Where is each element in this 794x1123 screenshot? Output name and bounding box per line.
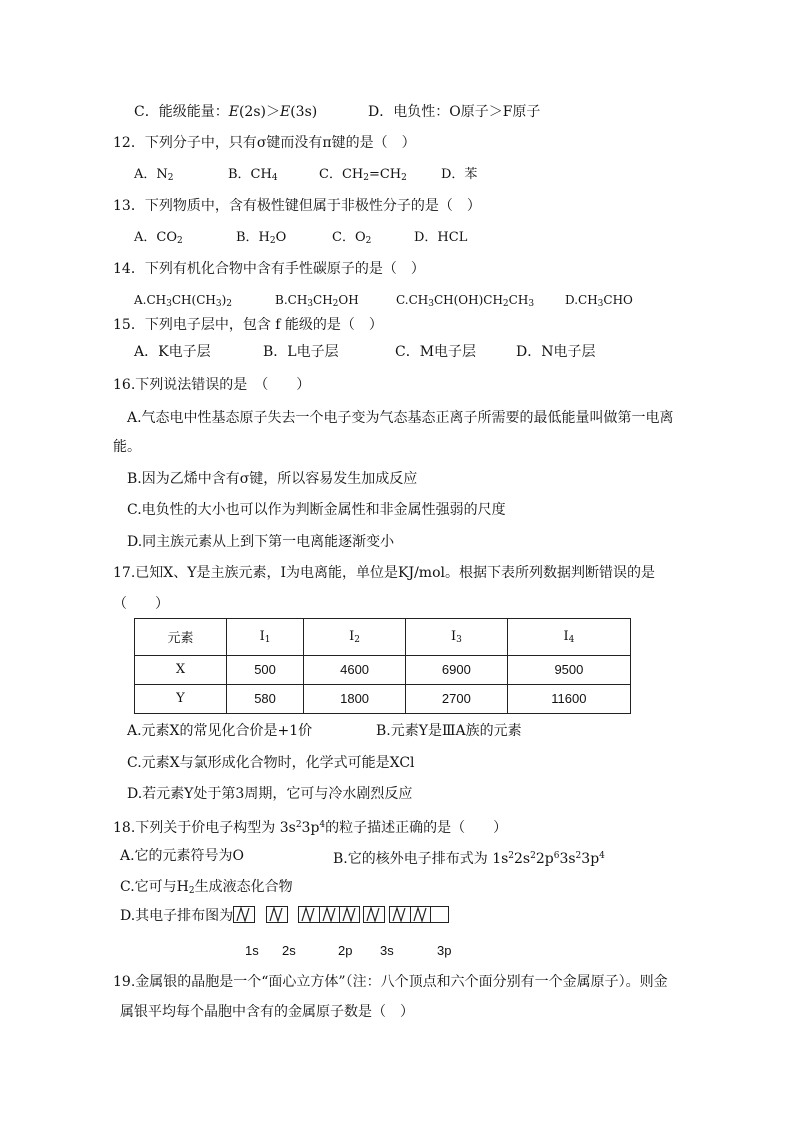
- orbital-1s: [233, 906, 255, 923]
- q12-option-d: D．苯: [441, 167, 478, 182]
- orbital-diagram: [233, 906, 449, 923]
- up-down-arrow-icon: [299, 907, 319, 922]
- up-down-arrow-icon: [267, 907, 287, 922]
- q14-option-a: $A.CH_3CH(CH_3)_2$: [134, 293, 233, 309]
- table-header-element: 元素: [135, 619, 227, 656]
- table-row: [135, 684, 631, 713]
- q19-line1: 19.金属银的晶胞是一个“面心立方体”（注：八个顶点和六个面分别有一个金属原子）。则金: [113, 974, 668, 990]
- orbital-2p: [298, 906, 360, 923]
- ionization-energy-table: [134, 618, 631, 714]
- q13-option-d: D．HCL: [414, 230, 468, 245]
- q17-stem-bracket: （ ）: [113, 596, 169, 612]
- up-down-arrow-icon: [410, 907, 431, 922]
- q15-option-a: A．K电子层: [134, 344, 211, 360]
- q16-option-a-line2: 能。: [113, 439, 141, 455]
- q18-option-d: D.其电子排布图为: [120, 908, 234, 924]
- table-header-row: [135, 619, 631, 656]
- table-header-i1: $I_1$: [226, 619, 303, 656]
- q12-option-c: C．$CH_2=CH_2$: [319, 167, 407, 183]
- orbital-label-3p: 3p: [437, 943, 452, 958]
- q13-option-a: A．$CO_2$: [134, 230, 183, 246]
- q17-stem: 17.已知X、Y是主族元素，I为电离能，单位是KJ/mol。根据下表所列数据判断错误的是: [113, 565, 655, 581]
- q17-option-a: A.元素X的常见化合价是+1价: [127, 723, 313, 739]
- up-down-arrow-icon: [319, 907, 340, 922]
- table-cell: 580: [226, 684, 303, 713]
- empty-orbital-slot: [430, 907, 451, 922]
- q16-stem: 16.下列说法错误的是 （ ）: [113, 377, 311, 393]
- orbital-label-3s: 3s: [380, 943, 394, 958]
- up-down-arrow-icon: [234, 907, 254, 922]
- q18-option-c: C.它可与$H_2$生成液态化合物: [120, 879, 293, 896]
- q12-option-a: A．$N_2$: [134, 167, 174, 183]
- q15-option-c: C．M电子层: [395, 344, 477, 360]
- orbital-3p: [389, 906, 449, 923]
- q16-option-c: C.电负性的大小也可以作为判断金属性和非金属性强弱的尺度: [127, 502, 506, 518]
- q14-option-c: $C.CH_3CH(OH)CH_2CH_3$: [396, 293, 535, 309]
- orbital-2s: [266, 906, 288, 923]
- up-down-arrow-icon: [364, 907, 384, 922]
- table-header-i4: $I_4$: [507, 619, 630, 656]
- up-down-arrow-icon: [390, 907, 410, 922]
- q18-option-a: A.它的元素符号为O: [120, 848, 245, 864]
- table-cell: 4600: [304, 655, 406, 684]
- q14-option-b: $B.CH_3CH_2OH$: [275, 293, 359, 309]
- table-cell: 9500: [507, 655, 630, 684]
- table-cell: 2700: [405, 684, 507, 713]
- q16-option-a-line1: A.气态电中性基态原子失去一个电子变为气态基态正离子所需要的最低能量叫做第一电离: [127, 410, 674, 426]
- q14-stem: 14．下列有机化合物中含有手性碳原子的是（ ）: [113, 261, 425, 277]
- orbital-label-2p: 2p: [338, 943, 353, 958]
- table-header-i2: $I_2$: [304, 619, 406, 656]
- q12-option-b: B．$CH_4$: [228, 167, 278, 183]
- q13-option-c: C．$O_2$: [332, 230, 372, 246]
- q18-stem: 18.下列关于价电子构型为 $3s^23p^4$的粒子描述正确的是（ ）: [113, 820, 508, 836]
- table-cell: 6900: [405, 655, 507, 684]
- table-cell: 500: [226, 655, 303, 684]
- q12-stem: 12．下列分子中，只有σ键而没有π键的是（ ）: [113, 135, 416, 151]
- q13-stem: 13．下列物质中，含有极性键但属于非极性分子的是（ ）: [113, 198, 481, 214]
- q16-option-b: B.因为乙烯中含有σ键，所以容易发生加成反应: [127, 471, 418, 487]
- q14-option-d: $D.CH_3CHO$: [565, 293, 633, 309]
- q17-option-b: B.元素Y是ⅢA族的元素: [376, 723, 522, 739]
- q19-line2: 属银平均每个晶胞中含有的金属原子数是（ ）: [120, 1004, 414, 1020]
- q15-option-d: D．N电子层: [516, 344, 596, 360]
- up-down-arrow-icon: [339, 907, 360, 922]
- table-row: [135, 655, 631, 684]
- q15-option-b: B．L电子层: [263, 344, 339, 360]
- q18-option-b: B.它的核外电子排布式为 $1s^22s^22p^63s^23p^4$: [333, 851, 605, 867]
- q17-option-c: C.元素X与氯形成化合物时，化学式可能是XCl: [127, 755, 415, 771]
- table-cell-element: X: [135, 655, 227, 684]
- table-header-i3: $I_3$: [405, 619, 507, 656]
- orbital-label-1s: 1s: [245, 943, 259, 958]
- q11-option-c: C．能级能量：E(2s)＞E(3s): [134, 104, 318, 120]
- orbital-3s: [363, 906, 385, 923]
- table-cell-element: Y: [135, 684, 227, 713]
- q11-option-d: D．电负性：O原子＞F原子: [368, 104, 541, 120]
- q15-stem: 15．下列电子层中，包含 f 能级的是（ ）: [113, 317, 383, 333]
- q13-option-b: B．$H_2O$: [236, 230, 287, 246]
- q17-option-d: D.若元素Y处于第3周期，它可与冷水剧烈反应: [127, 786, 413, 802]
- table-cell: 11600: [507, 684, 630, 713]
- orbital-label-2s: 2s: [282, 943, 296, 958]
- table-cell: 1800: [304, 684, 406, 713]
- q16-option-d: D.同主族元素从上到下第一电离能逐渐变小: [127, 534, 395, 550]
